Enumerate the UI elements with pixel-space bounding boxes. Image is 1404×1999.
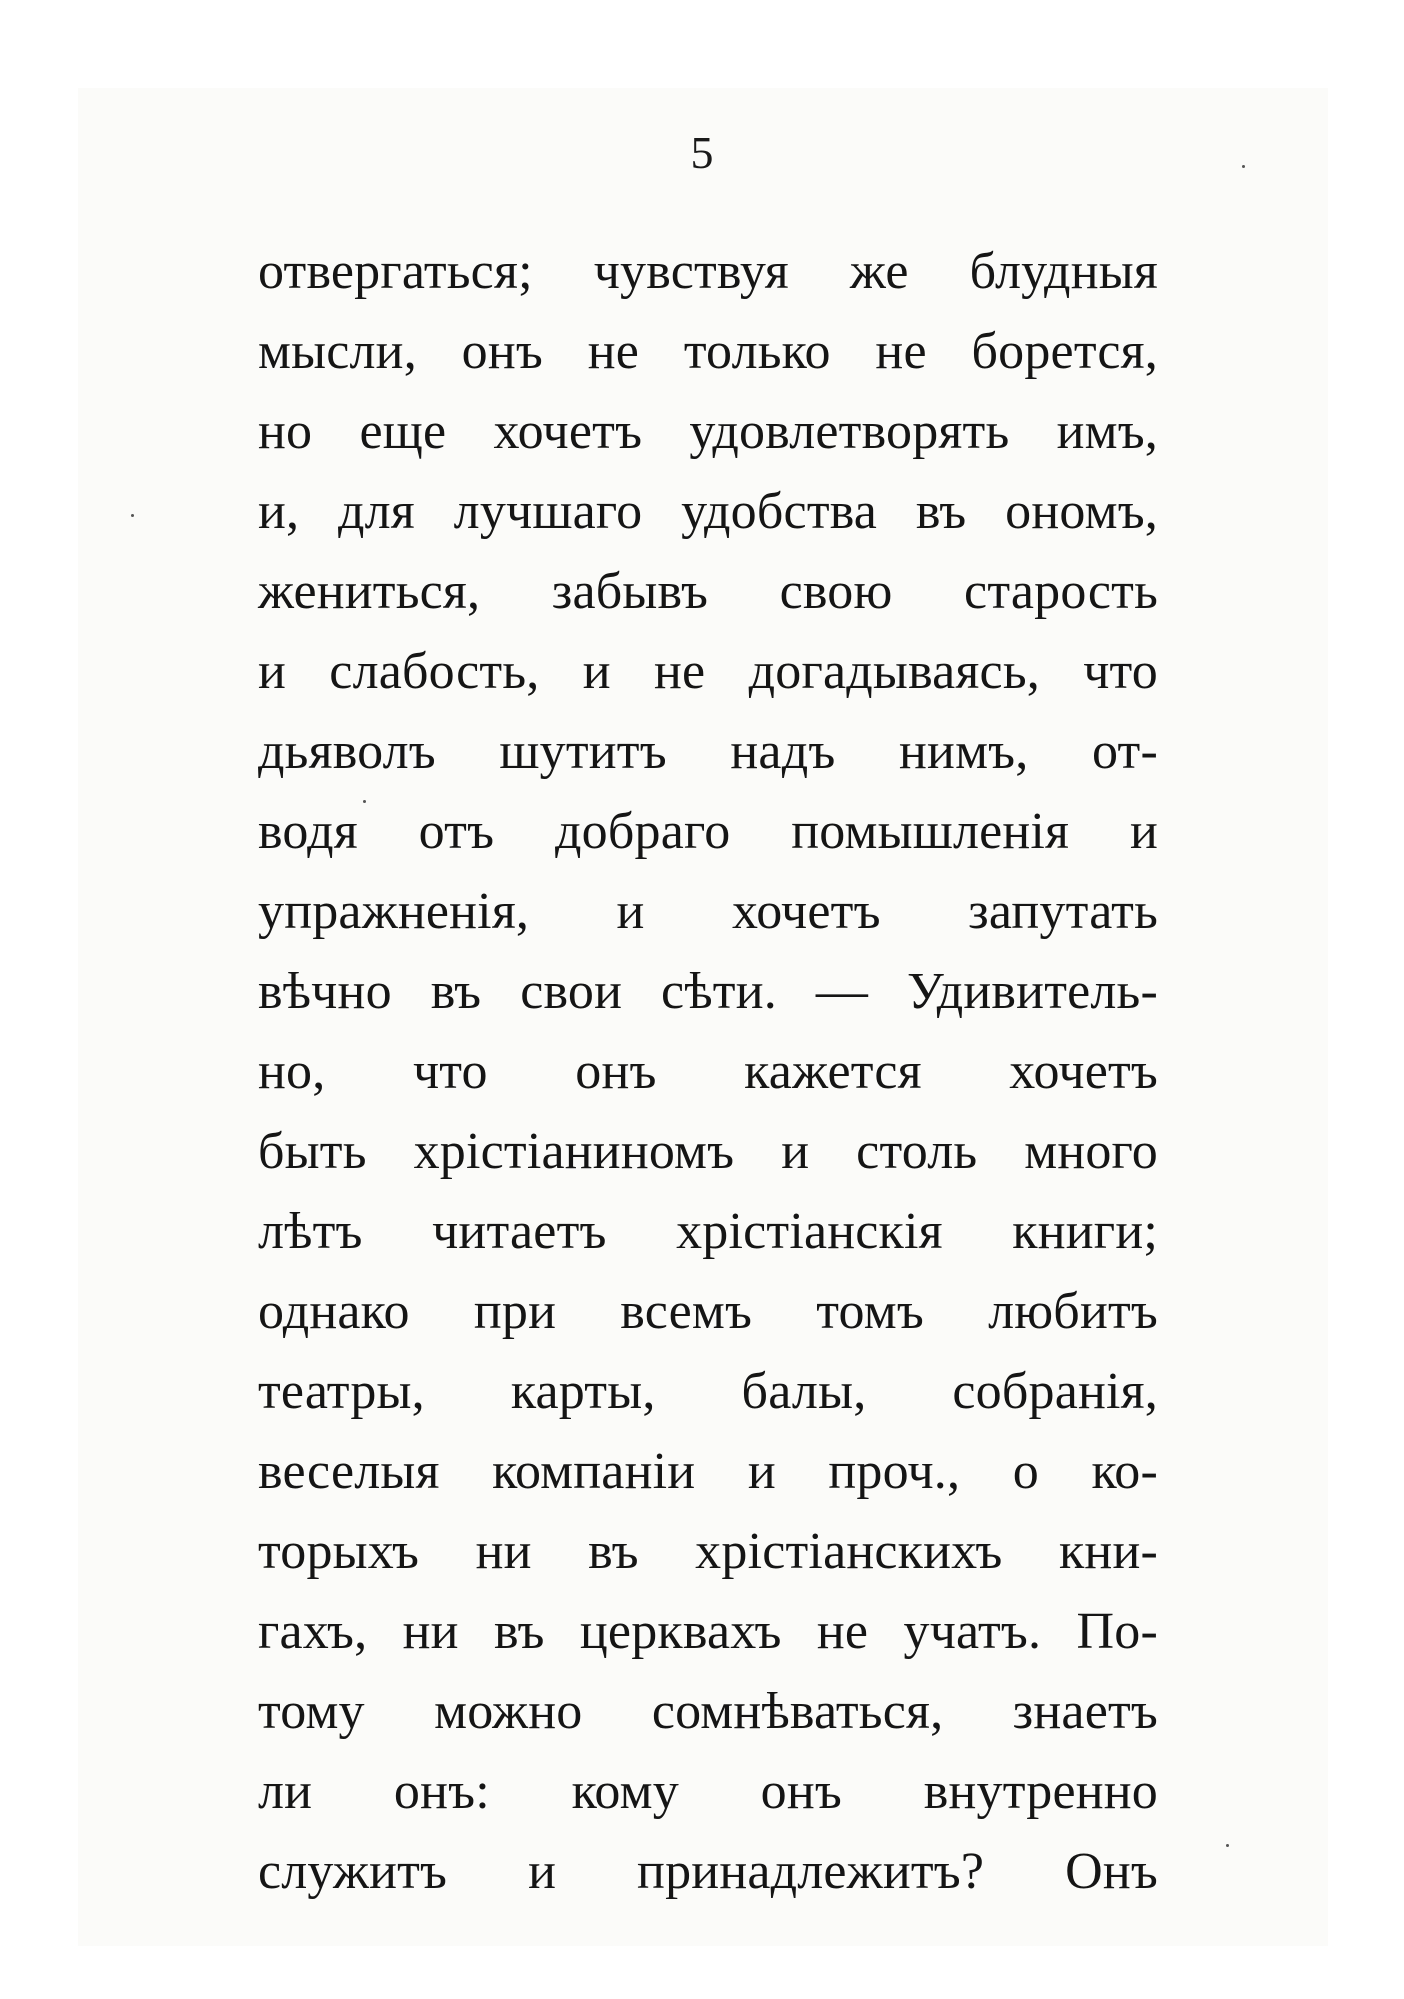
text-line: лѣтъ читаетъ хрістіанскія книги; — [258, 1203, 1158, 1260]
body-text — [258, 232, 1158, 1912]
text-line: веселыя компаніи и проч., о ко- — [258, 1443, 1158, 1500]
text-line: театры, карты, балы, собранія, — [258, 1363, 1158, 1420]
text-line: торыхъ ни въ хрістіанскихъ кни- — [258, 1523, 1158, 1580]
print-speck — [131, 514, 134, 517]
text-line: тому можно сомнѣваться, знаетъ — [258, 1683, 1158, 1740]
text-line: вѣчно въ свои сѣти. — Удивитель- — [258, 963, 1158, 1020]
text-line: жениться, забывъ свою старость — [258, 563, 1158, 620]
print-speck — [1226, 1844, 1229, 1847]
page-number: 5 — [690, 127, 714, 178]
text-line: но, что онъ кажется хочетъ — [258, 1043, 1158, 1100]
text-line: служитъ и принадлежитъ? Онъ — [258, 1843, 1158, 1900]
text-line: но еще хочетъ удовлетворять имъ, — [258, 403, 1158, 460]
text-line: и слабость, и не догадываясь, что — [258, 643, 1158, 700]
text-line: водя отъ добраго помышленія и — [258, 803, 1158, 860]
text-line: отвергаться; чувствуя же блудныя — [258, 243, 1158, 300]
text-line: быть хрістіаниномъ и столь много — [258, 1123, 1158, 1180]
text-line: гахъ, ни въ церквахъ не учатъ. По- — [258, 1603, 1158, 1660]
text-line: дьяволъ шутитъ надъ нимъ, от- — [258, 723, 1158, 780]
text-line: и, для лучшаго удобства въ ономъ, — [258, 483, 1158, 540]
text-line: однако при всемъ томъ любитъ — [258, 1283, 1158, 1340]
text-line: мысли, онъ не только не борется, — [258, 323, 1158, 380]
print-speck — [1242, 165, 1245, 168]
text-line: ли онъ: кому онъ внутренно — [258, 1763, 1158, 1820]
print-speck — [363, 800, 366, 803]
text-line: упражненія, и хочетъ запутать — [258, 883, 1158, 940]
